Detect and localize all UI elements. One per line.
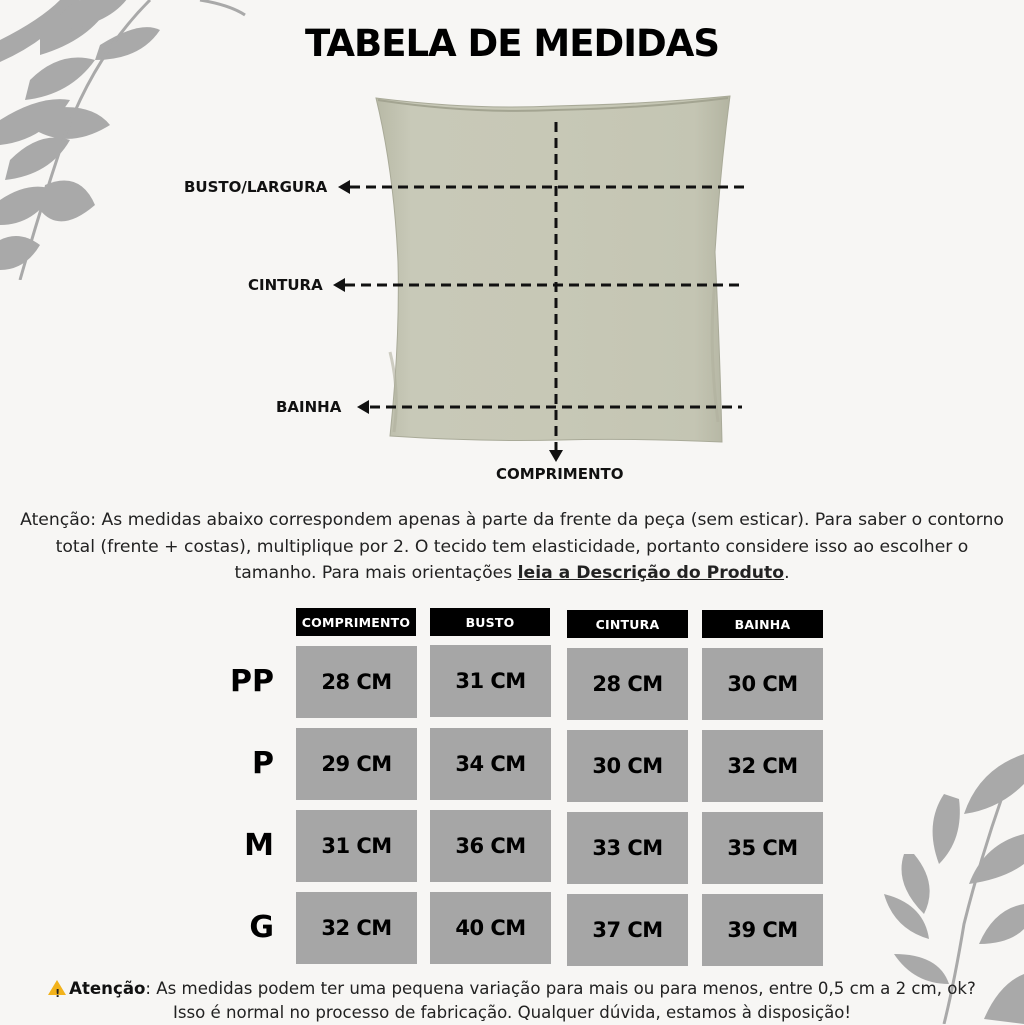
cell-p-bainha: 32 CM xyxy=(702,730,823,802)
cell-pp-bainha: 30 CM xyxy=(702,648,823,720)
product-description-link[interactable]: leia a Descrição do Produto xyxy=(517,563,785,583)
page-title: TABELA DE MEDIDAS xyxy=(304,22,719,65)
length-label: COMPRIMENTO xyxy=(496,465,624,483)
footer-line1-text: : As medidas podem ter uma pequena variação para mais ou para menos, entre 0,5 cm a 2 cm, ok? xyxy=(145,979,976,998)
cell-m-cintura: 33 CM xyxy=(567,812,688,884)
footer-attention: Atenção xyxy=(69,979,146,998)
waist-label: CINTURA xyxy=(248,276,323,294)
cell-pp-comprimento: 28 CM xyxy=(296,646,417,718)
cell-g-cintura: 37 CM xyxy=(567,894,688,966)
hem-arrow-icon xyxy=(357,400,369,414)
hem-label: BAINHA xyxy=(276,398,342,416)
length-arrow-icon xyxy=(549,450,563,462)
cell-p-cintura: 30 CM xyxy=(567,730,688,802)
cell-g-bainha: 39 CM xyxy=(702,894,823,966)
footer-line-2: Isso é normal no processo de fabricação. Qualquer dúvida, estamos à disposição! xyxy=(172,1003,852,1022)
waist-arrow-icon xyxy=(333,278,345,292)
footer-line-1 xyxy=(0,977,1024,1001)
header-bainha: BAINHA xyxy=(702,610,823,638)
cell-m-busto: 36 CM xyxy=(430,810,551,882)
measurement-guides xyxy=(0,0,1024,500)
warning-icon xyxy=(48,980,66,995)
bust-arrow-icon xyxy=(338,180,350,194)
bust-label: BUSTO/LARGURA xyxy=(184,178,328,196)
cell-pp-cintura: 28 CM xyxy=(567,648,688,720)
cell-m-bainha: 35 CM xyxy=(702,812,823,884)
header-comprimento: COMPRIMENTO xyxy=(296,608,416,636)
size-label-p: P xyxy=(252,746,274,781)
header-busto: BUSTO xyxy=(430,608,550,636)
notice-end: . xyxy=(784,563,790,583)
measurement-notice xyxy=(20,507,1004,587)
footer-disclaimer xyxy=(0,977,1024,1025)
size-label-g: G xyxy=(249,910,274,945)
cell-g-comprimento: 32 CM xyxy=(296,892,417,964)
cell-g-busto: 40 CM xyxy=(430,892,551,964)
cell-p-busto: 34 CM xyxy=(430,728,551,800)
cell-m-comprimento: 31 CM xyxy=(296,810,417,882)
size-label-m: M xyxy=(244,828,274,863)
header-cintura: CINTURA xyxy=(567,610,688,638)
size-label-pp: PP xyxy=(230,664,274,699)
cell-pp-busto: 31 CM xyxy=(430,645,551,717)
notice-text: Atenção: As medidas abaixo correspondem apenas à parte da frente da peça (sem esticar). Para saber o contorno total (frente + costas), multiplique por 2. O tecido tem elasticidade, portanto considere isso ao escolher o tamanho. Para mais orientações xyxy=(20,510,1004,583)
cell-p-comprimento: 29 CM xyxy=(296,728,417,800)
